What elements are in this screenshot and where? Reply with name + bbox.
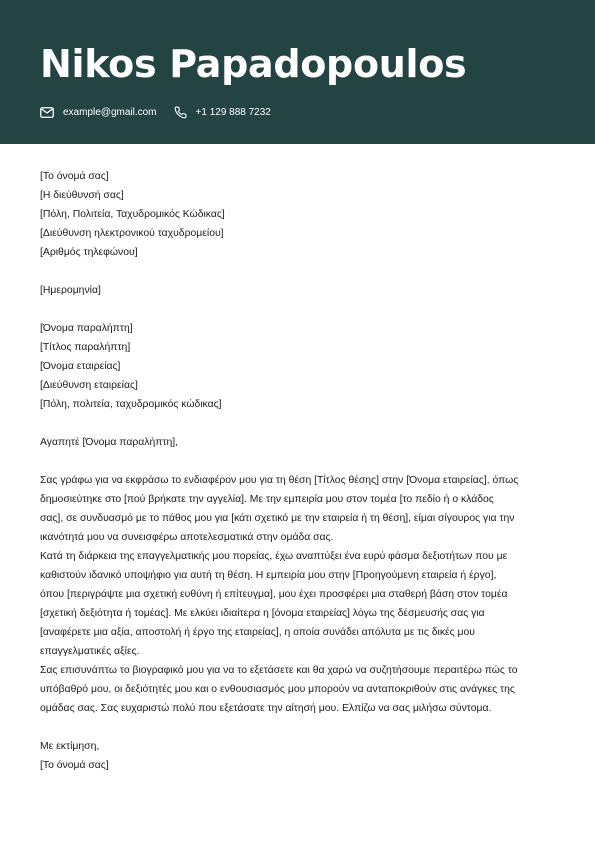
sender-address: [Η διεύθυνσή σας]: [40, 190, 124, 201]
paragraph-line: υπόβαθρό μου, οι δεξιότητές μου και ο ενθουσιασμός μου μπορούν να ανταποκριθούν στις ανάγκες της: [40, 684, 515, 695]
paragraph-line: σας], σε συνδυασμό με το πάθος μου για [κάτι σχετικό με την εταιρεία ή τη θέση], είμαι σίγουρος για την: [40, 513, 515, 524]
paragraph-line: καθιστούν ιδανικό υποψήφιο για αυτή τη θέση. Η εμπειρία μου στην [Προηγούμενη εταιρεία ή έργο],: [40, 570, 497, 581]
paragraph-2: [40, 547, 560, 661]
recipient-title: [Τίτλος παραλήπτη]: [40, 342, 131, 353]
salutation: Αγαπητέ [Όνομα παραλήπτη],: [40, 437, 179, 448]
sender-city: [Πόλη, Πολιτεία, Ταχυδρομικός Κώδικας]: [40, 209, 225, 220]
contact-email: [40, 107, 157, 118]
phone-icon: [174, 106, 187, 119]
signature: [Το όνομά σας]: [40, 760, 109, 771]
sender-phone: [Αριθμός τηλεφώνου]: [40, 247, 138, 258]
paragraph-line: ικανότητά μου να συνεισφέρω αποτελεσματικά στην ομάδα σας.: [40, 532, 334, 543]
paragraph-line: Σας γράφω για να εκφράσω το ενδιαφέρον μου για τη θέση [Τίτλος θέσης] στην [Όνομα εταιρείας], όπως: [40, 475, 519, 486]
paragraph-line: επαγγελματικές αξίες.: [40, 646, 140, 657]
sender-block: [40, 167, 560, 262]
header: [0, 0, 595, 144]
contact-phone: [174, 106, 271, 119]
email-text[interactable]: example@gmail.com: [63, 107, 157, 118]
paragraph-line: Σας επισυνάπτω το βιογραφικό μου για να το εξετάσετε και θα χαρώ να συζητήσουμε περαιτέρω πώς το: [40, 665, 518, 676]
closing: Με εκτίμηση,: [40, 741, 100, 752]
recipient-company: [Όνομα εταιρείας]: [40, 361, 121, 372]
phone-text[interactable]: +1 129 888 7232: [195, 107, 271, 118]
recipient-city: [Πόλη, πολιτεία, ταχυδρομικός κώδικας]: [40, 399, 222, 410]
paragraph-line: όπου [περιγράψτε μια σχετική ευθύνη ή επίτευγμα], μου έχει προσφέρει μια σταθερή βάση στον τομέα: [40, 589, 508, 600]
paragraph-1: [40, 471, 560, 547]
sender-email: [Διεύθυνση ηλεκτρονικού ταχυδρομείου]: [40, 228, 224, 239]
paragraph-line: ομάδας σας. Σας ευχαριστώ πολύ που εξετάσατε την αίτησή μου. Ελπίζω να σας μιλήσω σύντομα.: [40, 703, 492, 714]
paragraph-line: Κατά τη διάρκεια της επαγγελματικής μου πορείας, έχω αναπτύξει ένα ευρύ φάσμα δεξιοτήτων που με: [40, 551, 508, 562]
paragraph-line: [σχετική δεξιότητα ή τομέας]. Με ελκύει ιδιαίτερα η [όνομα εταιρείας] λόγω της δέσμευσής σας για: [40, 608, 485, 619]
mail-icon: [40, 107, 54, 118]
recipient-address: [Διεύθυνση εταιρείας]: [40, 380, 138, 391]
paragraph-line: δημοσιεύτηκε στο [πού βρήκατε την αγγελία]. Με την εμπειρία μου στον τομέα [το πεδίο ή ο κλάδος: [40, 494, 494, 505]
recipient-name: [Όνομα παραλήπτη]: [40, 323, 133, 334]
letter-body: [40, 167, 560, 775]
contact-row: [40, 106, 288, 119]
paragraph-3: [40, 661, 560, 718]
sender-name: [Το όνομά σας]: [40, 171, 109, 182]
paragraph-line: [αναφέρετε μια αξία, αποστολή ή έργο της εταιρείας], η οποία συνάδει απόλυτα με τις δικές μου: [40, 627, 475, 638]
applicant-name: Nikos Papadopoulos: [40, 42, 467, 86]
letter-date: [Ημερομηνία]: [40, 285, 101, 296]
recipient-block: [40, 319, 560, 414]
